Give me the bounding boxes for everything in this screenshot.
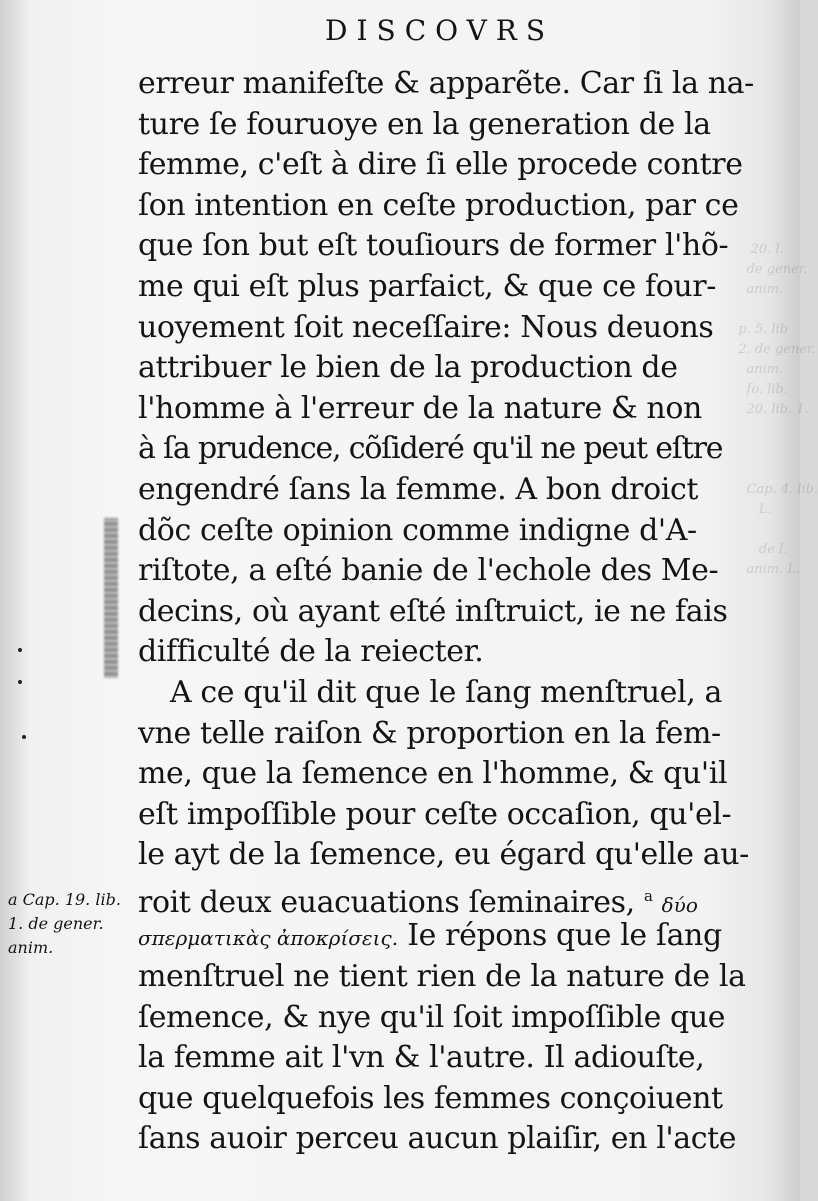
text-line: ture ſe fouruoye en la generation de la	[138, 106, 711, 142]
text-line: eſt impoſſible pour ceſte occaſion, qu'el-	[138, 796, 732, 832]
ink-speck	[22, 735, 26, 739]
greek-quotation: δύο	[661, 892, 698, 917]
text-line: dõc ceſte opinion comme indigne d'A-	[138, 512, 697, 548]
text-line: à ſa prudence, cõſideré qu'il ne peut eſtre	[138, 431, 723, 467]
text-line: ſemence, & nye qu'il ſoit impoſſible que	[138, 999, 726, 1035]
marginal-note-line: 1. de gener.	[8, 914, 104, 933]
text-line: la femme ait l'vn & l'autre. Il adiouſte,	[138, 1040, 705, 1076]
text-line: me qui eſt plus parfaict, & que ce four-	[138, 268, 716, 304]
text-line: attribuer le bien de la production de	[138, 350, 678, 386]
text-line: le ayt de la ſemence, eu égard qu'elle au-	[138, 837, 749, 873]
text-line: que ſon but eſt touſiours de former l'hõ-	[138, 228, 729, 264]
greek-quotation: σπερματικὰς ἀποκρίσεις.	[138, 926, 399, 951]
text-line: erreur manifeſte & apparẽte. Car ſi la na-	[138, 66, 754, 101]
text-line: riſtote, a eſté banie de l'echole des Me-	[138, 553, 719, 589]
text-line: A ce qu'il dit que le ſang menſtruel, a	[170, 674, 722, 710]
ink-speck	[18, 648, 22, 652]
text-line: l'homme à l'erreur de la nature & non	[138, 390, 702, 426]
text-line: femme, c'eſt à dire ſi elle procede contre	[138, 147, 743, 183]
text-line: ſans auoir perceu aucun plaiſir, en l'acte	[138, 1121, 737, 1157]
marginal-note	[8, 888, 138, 960]
footnote-marker: a	[643, 886, 653, 905]
ink-speck	[18, 680, 22, 684]
text-line-with-greek	[138, 916, 738, 957]
text-segment: Ie répons que le ſang	[407, 918, 722, 954]
main-text	[138, 64, 754, 1160]
text-line: que quelquefois les femmes conçoiuent	[138, 1080, 723, 1116]
text-segment: roit deux euacuations ſeminaires,	[138, 884, 635, 920]
marginal-note-line: a Cap. 19. lib.	[8, 890, 121, 909]
text-line: uoyement ſoit neceſſaire: Nous deuons	[138, 309, 714, 345]
text-line: decins, où ayant eſté inſtruict, ie ne fais	[138, 593, 728, 629]
margin-stain	[104, 518, 118, 678]
text-line: engendré ſans la femme. A bon droict	[138, 471, 699, 507]
text-line: ſon intention en ceſte production, par ce	[138, 187, 739, 223]
text-line: me, que la ſemence en l'homme, & qu'il	[138, 756, 728, 792]
marginal-note-line: anim.	[8, 938, 54, 957]
bleed-through-shadow: 20. l. de gener. anim. p. 5. lib 2. de gener. anim. fo. lib. 20. lib. 1. Cap. 4. lib. L. de l. anim. L.	[738, 242, 818, 577]
text-line: difficulté de la reiecter.	[138, 634, 484, 670]
text-line: vne telle raiſon & proportion en la fem-	[138, 715, 721, 751]
text-line-with-note	[138, 876, 738, 920]
running-head: DISCOVRS	[325, 14, 555, 47]
text-line: menſtruel ne tient rien de la nature de la	[138, 959, 746, 995]
